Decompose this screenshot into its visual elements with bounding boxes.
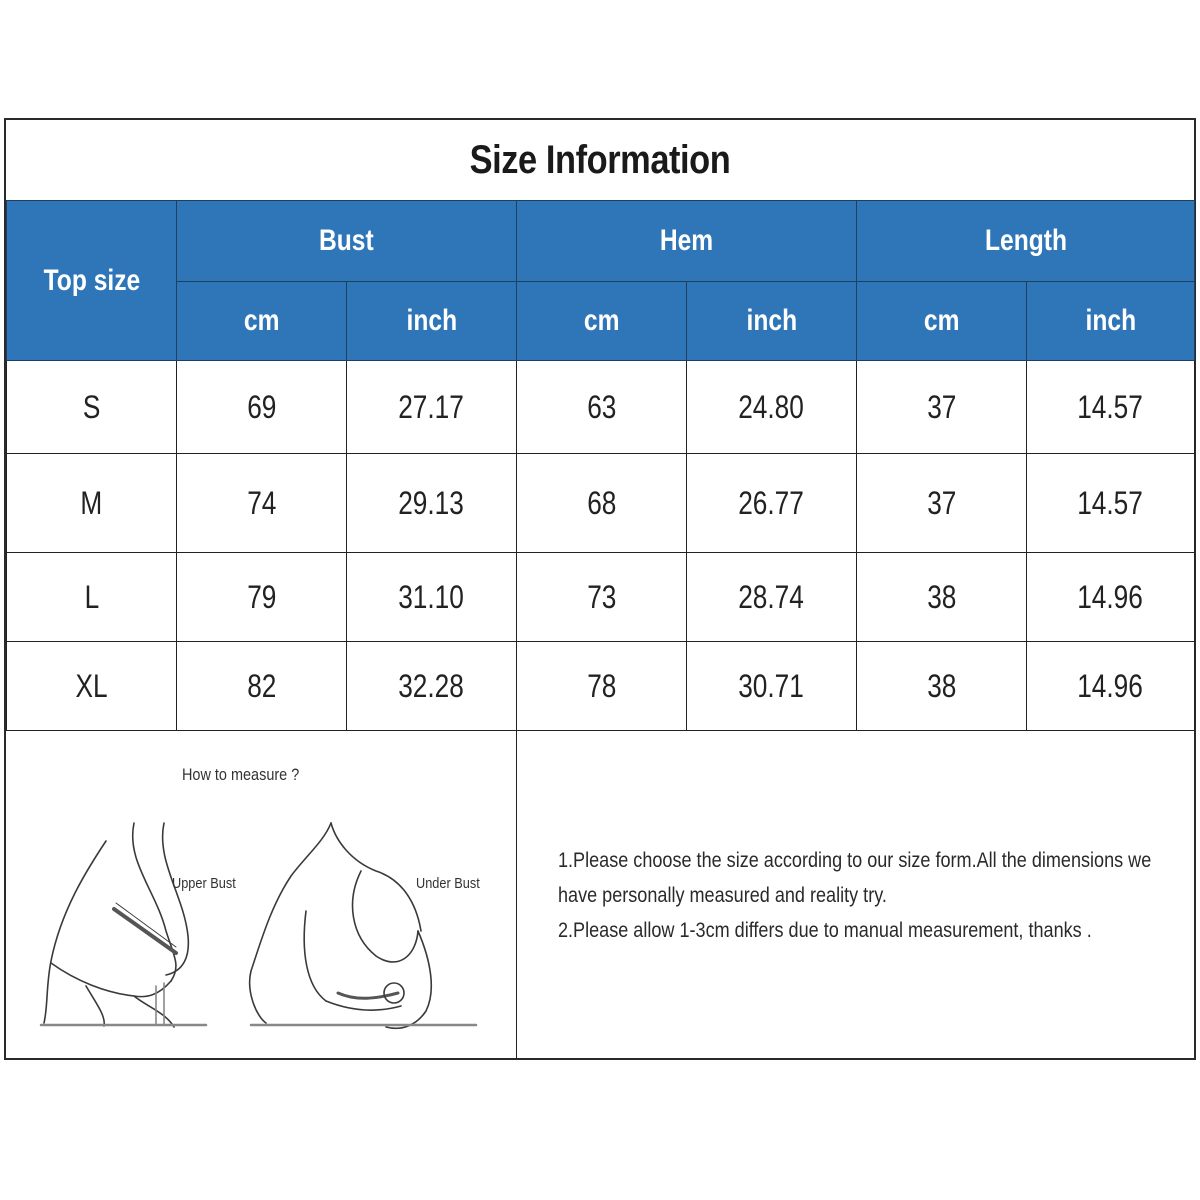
table-cell: 73 [517, 553, 687, 642]
size-chart [4, 118, 1196, 1060]
unit-header: cm [177, 282, 347, 361]
table-cell: 31.10 [347, 553, 517, 642]
table-cell: 29.13 [347, 454, 517, 553]
table-cell: 24.80 [687, 361, 857, 454]
top-size-header: Top size [7, 201, 177, 361]
table-row [7, 642, 1195, 731]
note-line: have personally measured and reality try. [558, 884, 887, 907]
table-cell: 38 [857, 642, 1027, 731]
note-line: 2.Please allow 1-3cm differs due to manual measurement, thanks . [558, 919, 1092, 942]
note-line: 1.Please choose the size according to our size form.All the dimensions we [558, 849, 1152, 872]
table-cell: 14.96 [1027, 642, 1195, 731]
table-cell: 14.96 [1027, 553, 1195, 642]
table-cell: 68 [517, 454, 687, 553]
table-row [7, 361, 1195, 454]
table-cell: 82 [177, 642, 347, 731]
table-cell: 69 [177, 361, 347, 454]
size-table [6, 200, 1195, 731]
unit-header: inch [1027, 282, 1195, 361]
size-cell: L [7, 553, 177, 642]
table-cell: 78 [517, 642, 687, 731]
under-bust-label: Under Bust [416, 875, 480, 892]
table-cell: 26.77 [687, 454, 857, 553]
table-cell: 14.57 [1027, 454, 1195, 553]
unit-header: inch [687, 282, 857, 361]
table-cell: 37 [857, 361, 1027, 454]
table-cell: 79 [177, 553, 347, 642]
table-cell: 30.71 [687, 642, 857, 731]
size-notes [558, 843, 1178, 948]
bust-header: Bust [177, 201, 517, 282]
size-cell: XL [7, 642, 177, 731]
table-row [7, 454, 1195, 553]
size-cell: S [7, 361, 177, 454]
table-cell: 28.74 [687, 553, 857, 642]
page-title: Size Information [469, 137, 731, 182]
unit-header: cm [517, 282, 687, 361]
table-cell: 38 [857, 553, 1027, 642]
table-row [7, 553, 1195, 642]
measure-illustration-panel [6, 731, 517, 1059]
table-cell: 27.17 [347, 361, 517, 454]
table-cell: 14.57 [1027, 361, 1195, 454]
upper-bust-label: Upper Bust [172, 875, 236, 892]
how-to-measure-heading: How to measure ? [182, 765, 300, 784]
table-cell: 63 [517, 361, 687, 454]
table-cell: 32.28 [347, 642, 517, 731]
length-header: Length [857, 201, 1195, 282]
unit-header: cm [857, 282, 1027, 361]
measure-section [6, 730, 1194, 1059]
table-cell: 74 [177, 454, 347, 553]
hem-header: Hem [517, 201, 857, 282]
table-cell: 37 [857, 454, 1027, 553]
size-cell: M [7, 454, 177, 553]
unit-header: inch [347, 282, 517, 361]
